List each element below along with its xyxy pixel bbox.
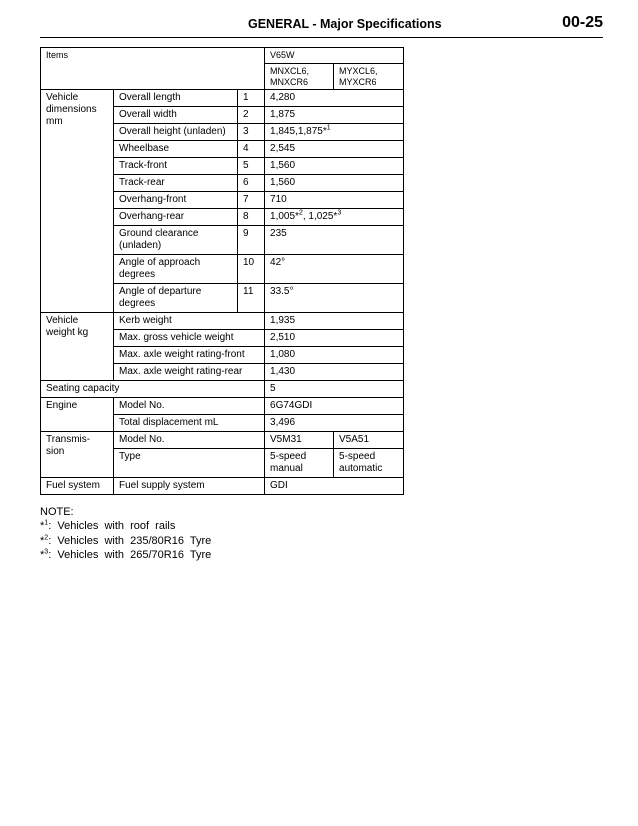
spec-label: Angle of approach degrees bbox=[114, 255, 238, 284]
spec-number: 9 bbox=[238, 226, 265, 255]
spec-number: 7 bbox=[238, 192, 265, 209]
note-item: *$^2$: Vehicles with 235/80R16 Tyre bbox=[40, 533, 212, 547]
spec-value: 1,560 bbox=[265, 158, 404, 175]
table-row bbox=[41, 313, 404, 330]
spec-label: Track-rear bbox=[114, 175, 238, 192]
spec-label: Type bbox=[114, 449, 265, 478]
spec-label: Overall width bbox=[114, 107, 238, 124]
spec-number: 11 bbox=[238, 284, 265, 313]
header-rule bbox=[40, 37, 603, 38]
variant-a-header: MNXCL6, MNXCR6 bbox=[265, 63, 334, 90]
spec-value: 5-speed automatic bbox=[334, 449, 404, 478]
spec-label: Fuel supply system bbox=[114, 478, 265, 495]
spec-value: 3,496 bbox=[265, 415, 404, 432]
spec-number: 1 bbox=[238, 90, 265, 107]
table-row bbox=[41, 398, 404, 415]
spec-label: Model No. bbox=[114, 398, 265, 415]
spec-number: 3 bbox=[238, 124, 265, 141]
spec-label: Overall length bbox=[114, 90, 238, 107]
page-number: 00-25 bbox=[562, 14, 603, 31]
spec-number: 6 bbox=[238, 175, 265, 192]
spec-value: 1,005*$^2$, 1,025*$^3$ bbox=[265, 209, 404, 226]
spec-label: Total displacement mL bbox=[114, 415, 265, 432]
table-row bbox=[41, 381, 404, 398]
fuel-group-label: Fuel system bbox=[41, 478, 114, 495]
page-header bbox=[40, 14, 603, 38]
spec-value: 2,510 bbox=[265, 330, 404, 347]
spec-label: Model No. bbox=[114, 432, 265, 449]
spec-value: 1,875 bbox=[265, 107, 404, 124]
spec-number: 4 bbox=[238, 141, 265, 158]
specifications-table bbox=[40, 47, 404, 495]
table-row bbox=[41, 90, 404, 107]
spec-label: Kerb weight bbox=[114, 313, 265, 330]
seating-value: 5 bbox=[265, 381, 404, 398]
spec-number: 2 bbox=[238, 107, 265, 124]
spec-label: Max. axle weight rating-rear bbox=[114, 364, 265, 381]
spec-value: 33.5° bbox=[265, 284, 404, 313]
spec-value: 6G74GDI bbox=[265, 398, 404, 415]
notes-section bbox=[40, 505, 211, 562]
table-row bbox=[41, 478, 404, 495]
spec-number: 8 bbox=[238, 209, 265, 226]
spec-number: 5 bbox=[238, 158, 265, 175]
spec-value: 1,430 bbox=[265, 364, 404, 381]
spec-label: Overhang-rear bbox=[114, 209, 238, 226]
note-item: *$^3$: Vehicles with 265/70R16 Tyre bbox=[40, 548, 212, 561]
spec-value: GDI bbox=[265, 478, 404, 495]
spec-value: 2,545 bbox=[265, 141, 404, 158]
spec-label: Max. axle weight rating-front bbox=[114, 347, 265, 364]
spec-label: Overhang-front bbox=[114, 192, 238, 209]
engine-group-label: Engine bbox=[41, 398, 114, 432]
spec-value: 5-speed manual bbox=[265, 449, 334, 478]
spec-label: Track-front bbox=[114, 158, 238, 175]
spec-value: V5A51 bbox=[334, 432, 404, 449]
table-row bbox=[41, 48, 404, 64]
spec-value: 1,560 bbox=[265, 175, 404, 192]
spec-value: 235 bbox=[265, 226, 404, 255]
variant-b-header: MYXCL6, MYXCR6 bbox=[334, 63, 404, 90]
page-title: GENERAL - Major Specifications bbox=[248, 17, 442, 31]
spec-value: V5M31 bbox=[265, 432, 334, 449]
weight-group-label: Vehicle weight kg bbox=[41, 313, 114, 381]
seating-label: Seating capacity bbox=[41, 381, 265, 398]
spec-label: Wheelbase bbox=[114, 141, 238, 158]
spec-label: Angle of departure degrees bbox=[114, 284, 238, 313]
spec-value: 1,845,1,875*$^1$ bbox=[265, 124, 404, 141]
spec-number: 10 bbox=[238, 255, 265, 284]
spec-value: 1,935 bbox=[265, 313, 404, 330]
model-header: V65W bbox=[265, 48, 404, 64]
spec-value: 42° bbox=[265, 255, 404, 284]
note-item: *$^1$: Vehicles with roof rails bbox=[40, 519, 176, 533]
spec-label: Ground clearance (unladen) bbox=[114, 226, 238, 255]
spec-value: 710 bbox=[265, 192, 404, 209]
spec-value: 4,280 bbox=[265, 90, 404, 107]
notes-heading: NOTE: bbox=[40, 506, 74, 518]
spec-label: Overall height (unladen) bbox=[114, 124, 238, 141]
table-row bbox=[41, 432, 404, 449]
dimensions-group-label: Vehicle dimensions mm bbox=[41, 90, 114, 313]
spec-label: Max. gross vehicle weight bbox=[114, 330, 265, 347]
items-header: Items bbox=[41, 48, 265, 90]
transmission-group-label: Transmis- sion bbox=[41, 432, 114, 478]
spec-value: 1,080 bbox=[265, 347, 404, 364]
